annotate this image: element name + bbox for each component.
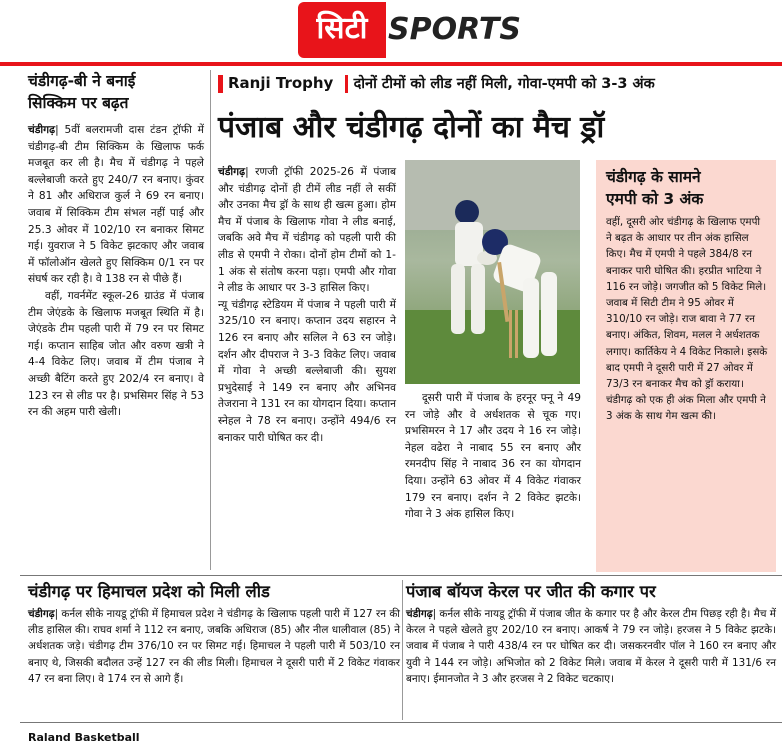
- bottom-left-body: [28, 606, 400, 687]
- bottom-left-dateline: चंडीगढ़: [28, 608, 55, 620]
- side-headline-line1: चंडीगढ़ के सामने: [606, 168, 701, 186]
- ranji-trophy-kicker: Ranji Trophy: [228, 74, 334, 92]
- side-box-headline: [596, 160, 776, 210]
- column-divider-left: [210, 70, 211, 570]
- deck-separator: [345, 75, 348, 93]
- main-story-deck: दोनों टीमों को लीड नहीं मिली, गोवा-एमपी को 3-3 अंक: [353, 76, 655, 92]
- main-story-headline: पंजाब और चंडीगढ़ दोनों का मैच ड्रॉ: [218, 110, 605, 145]
- left-story-body2: वहीं, गवर्नमेंट स्कूल-26 ग्राउंड में पंजाब टीम जेएंडके के खिलाफ मजबूत स्थिति में है। जेएंडके टीम पहली पारी में 79 रन पर सिमट गई। कप्तान साहिब जोत और वरुण खत्री ने 4-4 विकेट लिए। जवाब में टीम पंजाब ने अच्छी बैटिंग करते हुए 202/4 रन बनाए। वे 123 रन से लीड पर है। प्रभसिमर सिंह ने 53 रन की अहम पारी खेली।: [28, 289, 204, 419]
- left-body-text: | 5वीं बलरामजी दास टंडन ट्रॉफी में चंडीगढ़-बी टीम सिक्किम के खिलाफ फर्क मजबूत कर ली है। मैच में चंडीगढ़ ने पहले बल्लेबाजी करते हुए 240/7 रन बनाए। कुंवर ने 81 और अधिराज कुर्ल ने 69 रन बनाए। जवाब में सिक्किम टीम संभल नहीं पाई और 25.3 ओवर में 102/10 रन बनाकर सिमट गई। युवराज ने 5 विकेट झटकाए और जवाब में फॉलोऑन खेलते हुए सिक्किम 0/1 रन पर संघर्ष कर रही है। वे 138 रन से पीछे हैं।: [28, 124, 204, 286]
- main-story-deck-row: [218, 70, 778, 96]
- main-story-col2: दूसरी पारी में पंजाब के हरनूर फ्नू ने 49 रन जोड़े और वे अर्धशतक से चूक गए। प्रभसिमरन ने 17 और उदय ने 16 रन जोड़े। नेहल वढेरा ने नाबाद 55 रन बनाए और रमनदीप सिंह ने नाबाद 36 रन का योगदान दिया। उन्होंने 63 ओवर में 4 विकेट गंवाकर 179 रन बनाए। दर्शन ने 2 विकेट झटके। गोवा ने 3 अंक हासिल किए।: [405, 392, 581, 521]
- main-dateline: चंडीगढ़: [218, 166, 246, 178]
- footer-strip: [28, 726, 782, 744]
- bottom-right-dateline: चंडीगढ़: [406, 608, 433, 620]
- bottom-right-story: [406, 578, 776, 687]
- left-dateline: चंडीगढ़: [28, 124, 56, 136]
- left-headline-line1: चंडीगढ़-बी ने बनाई: [28, 72, 136, 90]
- left-story: [28, 70, 204, 421]
- footer-strip-text: Raland Basketball: [28, 731, 140, 744]
- main-body-text: | रणजी ट्रॉफी 2025-26 में पंजाब और चंडीगढ़ दोनों ही टीमें लीड नहीं ले सकीं और उनका मैच ड्रॉ के साथ ही खत्म हुआ। होम मैच में पंजाब के खिलाफ गोवा ने लीड बनाई, जबकि अवे मैच में चंडीगढ़ को पहली पारी की लीड से एमपी ने रोका। दोनों होम टीमों को 1-1 अंक से संतोष करना पड़ा। एमपी और गोवा ने लीड के आधार पर 3-3 हासिल किए।: [218, 166, 396, 295]
- side-headline-line2: एमपी को 3 अंक: [606, 190, 704, 208]
- bottom-right-body-text: | कर्नल सीके नायडू ट्रॉफी में पंजाब जीत के कगार पर है और केरल टीम पिछड़ रही है। मैच में केरल ने पहले खेलते हुए 202/10 रन बनाए। आकर्ष ने 79 रन जोड़े। हरजस ने 5 विकेट झटके। जवाब में पंजाब ने पारी 438/4 रन पर घोषित कर दी। जसकरनवीर पॉल ने 160 रन बनाए और युवी ने 144 रन जोड़े। अभिजोत को 2 विकेट मिले। जवाब में केरल ने दूसरी पारी में 131/6 रन बनाए। ईमानजोत ने 3 और हरजस ने 2 विकेट चटकाए।: [406, 608, 776, 685]
- section-divider: [20, 575, 782, 576]
- kicker-bar: [218, 75, 223, 93]
- masthead-city-logo: सिटी: [298, 2, 386, 58]
- main-body-text2: न्यू चंडीगढ़ स्टेडियम में पंजाब ने पहली पारी में 325/10 रन बनाए। कप्तान उदय सहारन ने 126 रन बनाए और सलिल ने 63 रन जोड़े। दर्शन और दीपराज ने 3-3 विकेट लिए। जवाब में गोवा ने अच्छी बल्लेबाजी की। सुयश प्रभुदेसाई ने 149 रन बनाए और अभिनव तेजराना ने 131 रन का योगदान दिया। कप्तान स्नेहल ने 78 रन बनाए। उन्होंने 494/6 रन बनाकर पारी घोषित कर दी।: [218, 298, 396, 444]
- bottom-right-headline: पंजाब बॉयज केरल पर जीत की कगार पर: [406, 582, 656, 601]
- bottom-left-story: [28, 578, 400, 687]
- left-story-headline: [28, 70, 204, 114]
- left-story-body: [28, 122, 204, 288]
- masthead: [298, 2, 538, 58]
- masthead-sports-label: SPORTS: [388, 12, 521, 47]
- side-box-body: वहीं, दूसरी ओर चंडीगढ़ के खिलाफ एमपी ने बढ़त के आधार पर तीन अंक हासिल किए। मैच में एमपी ने पहले 384/8 रन बनाकर पारी घोषित की। हरप्रीत भाटिया ने 116 रन जोड़े। जगजीत को 5 विकेट मिले। जवाब में सिटी टीम ने 95 ओवर में 310/10 रन जोड़े। राज बावा ने 77 रन बनाए। अंकित, शिवम, मलल ने अर्धशतक लगाए। कार्तिकेय ने 4 विकेट निकाले। इसके बाद एमपी ने दूसरी पारी में 27 ओवर में 73/3 रन बनाकर मैच को ड्रॉ कराया। चंडीगढ़ को एक ही अंक मिला और एमपी ने 3 अंक के साथ गेम खत्म की।: [606, 216, 768, 423]
- main-story-col1: [218, 164, 396, 446]
- batsman-wicketkeeper-illustration: [405, 160, 580, 384]
- bottom-left-headline: चंडीगढ़ पर हिमाचल प्रदेश को मिली लीड: [28, 582, 270, 601]
- bottom-left-body-text: | कर्नल सीके नायडू ट्रॉफी में हिमाचल प्रदेश ने चंडीगढ़ के खिलाफ पहली पारी में 127 रन की लीड हासिल की। राघव शर्मा ने 112 रन बनाए, जबकि अधिराज (85) और नील धालीवाल (85) ने अर्धशतक जड़े। चंडीगढ़ टीम 376/10 रन पर सिमट गई। हिमाचल ने पहली पारी में 503/10 रन बनाए थे, जिसकी बदौलत उन्हें 127 रन की लीड मिली। हिमाचल ने दूसरी पारी में 2 विकेट गंवाकर 47 रन बना लिए। वे 174 रन से आगे हैं।: [28, 608, 400, 685]
- left-headline-line2: सिक्किम पर बढ़त: [28, 94, 129, 112]
- side-box: [596, 160, 776, 572]
- masthead-rule: [0, 62, 782, 66]
- column-divider-bottom: [402, 580, 403, 720]
- bottom-right-body: [406, 606, 776, 687]
- match-photo: [405, 160, 580, 384]
- footer-rule: [20, 722, 782, 723]
